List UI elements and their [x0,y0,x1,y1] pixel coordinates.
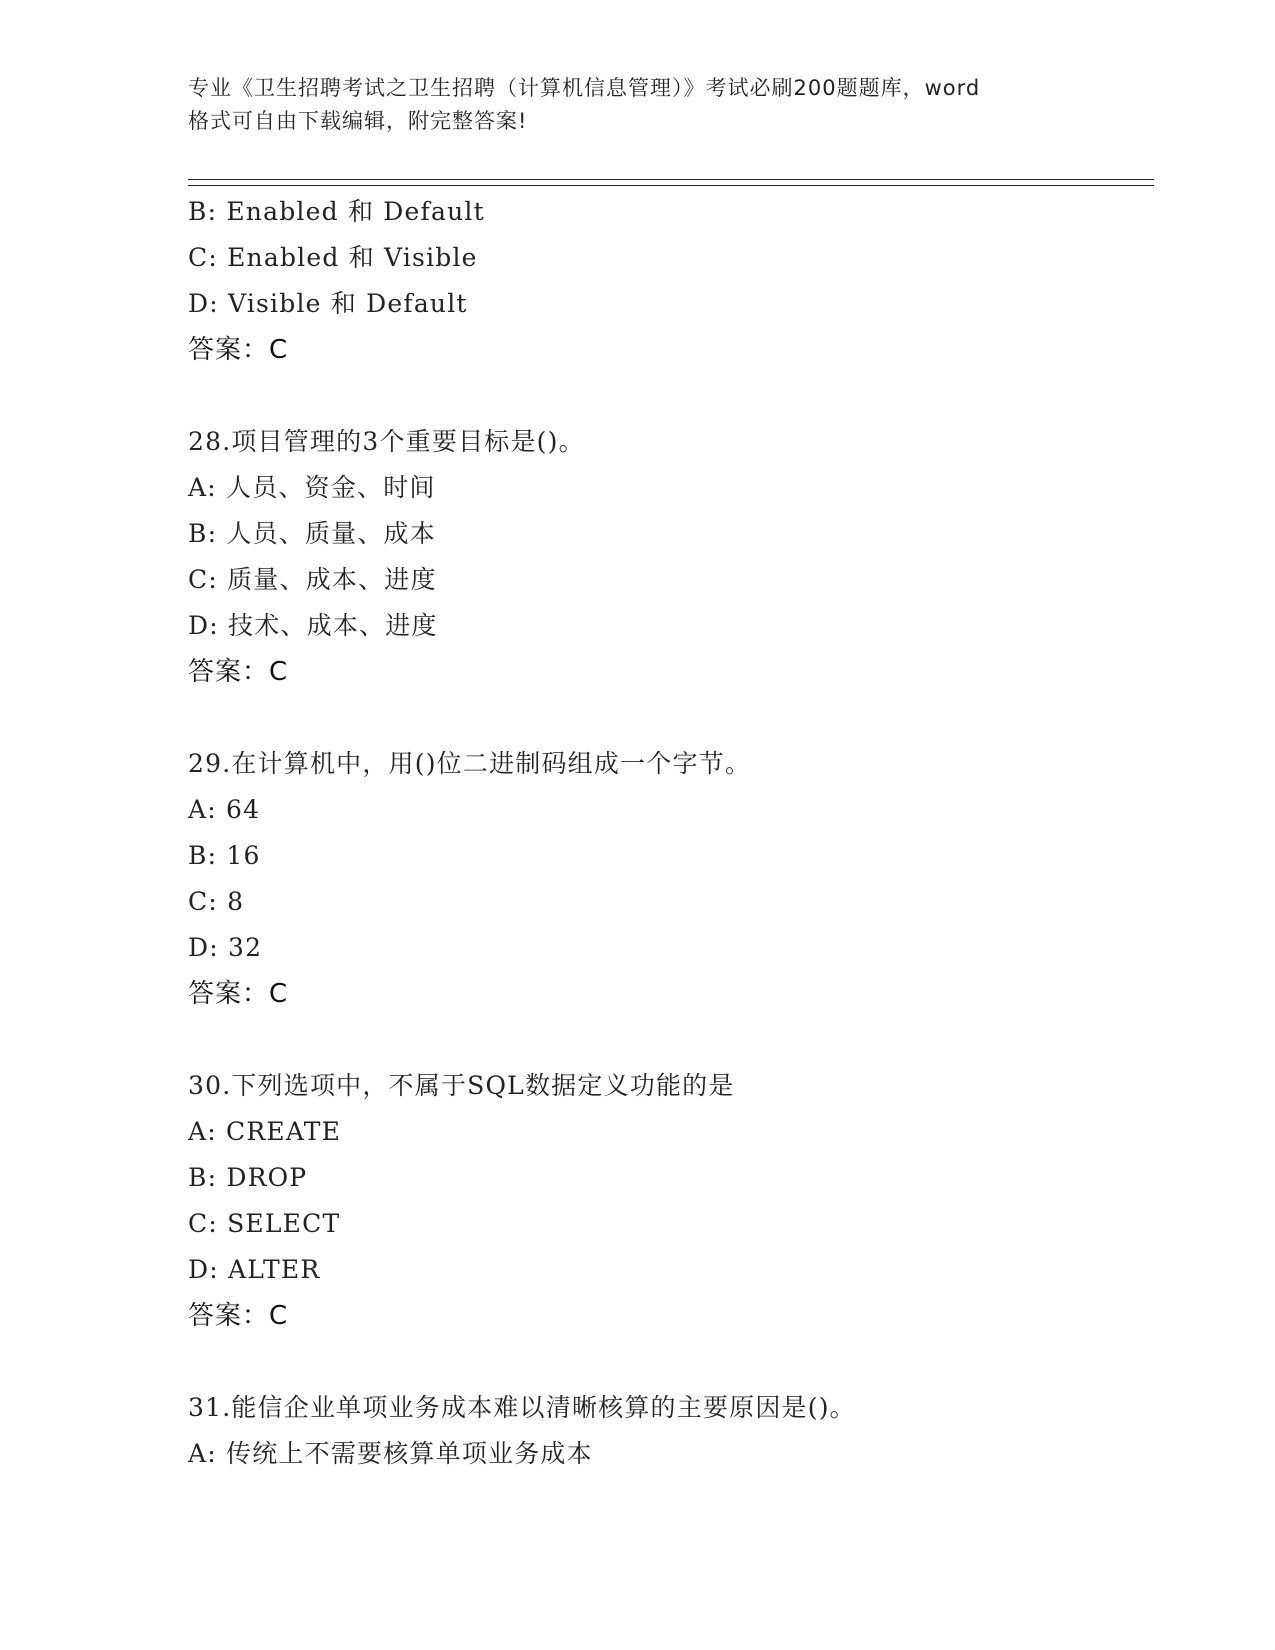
answer-line: 答案：C [188,979,289,1009]
question-list [188,189,1148,1477]
option-b: B: 16 [188,841,261,870]
question-block-30 [188,1063,1148,1339]
answer-line: 答案：C [188,657,289,687]
option-a: A: CREATE [188,1117,342,1146]
option-c: C: 质量、成本、进度 [188,565,437,594]
option-b: B: DROP [188,1163,308,1192]
option-b: B: 人员、质量、成本 [188,519,436,548]
question-block-28 [188,419,1148,695]
question-stem: 31.能信企业单项业务成本难以清晰核算的主要原因是()。 [188,1393,856,1422]
spacer [188,695,1148,741]
question-stem: 29.在计算机中，用()位二进制码组成一个字节。 [188,749,752,778]
option-b: B: Enabled 和 Default [188,197,485,226]
option-a: A: 传统上不需要核算单项业务成本 [188,1439,593,1468]
option-c: C: 8 [188,887,245,916]
question-block-31 [188,1385,1148,1477]
header-title-line-2: 格式可自由下载编辑，附完整答案! [188,109,528,133]
document-header [188,72,1088,138]
option-c: C: Enabled 和 Visible [188,243,478,272]
header-title-line-1: 专业《卫生招聘考试之卫生招聘（计算机信息管理）》考试必刷200题题库，word [188,76,981,100]
option-d: D: ALTER [188,1255,321,1284]
answer-line: 答案：C [188,1301,289,1331]
option-d: D: 32 [188,933,263,962]
spacer [188,373,1148,419]
option-a: A: 人员、资金、时间 [188,473,436,502]
question-block-continued [188,189,1148,373]
spacer [188,1017,1148,1063]
option-d: D: Visible 和 Default [188,289,468,318]
answer-line: 答案：C [188,335,289,365]
header-divider-bottom [188,185,1154,186]
header-divider-top [188,179,1154,180]
option-c: C: SELECT [188,1209,341,1238]
option-d: D: 技术、成本、进度 [188,611,438,640]
question-stem: 28.项目管理的3个重要目标是()。 [188,427,585,456]
question-stem: 30.下列选项中，不属于SQL数据定义功能的是 [188,1071,735,1100]
option-a: A: 64 [188,795,261,824]
question-block-29 [188,741,1148,1017]
spacer [188,1339,1148,1385]
